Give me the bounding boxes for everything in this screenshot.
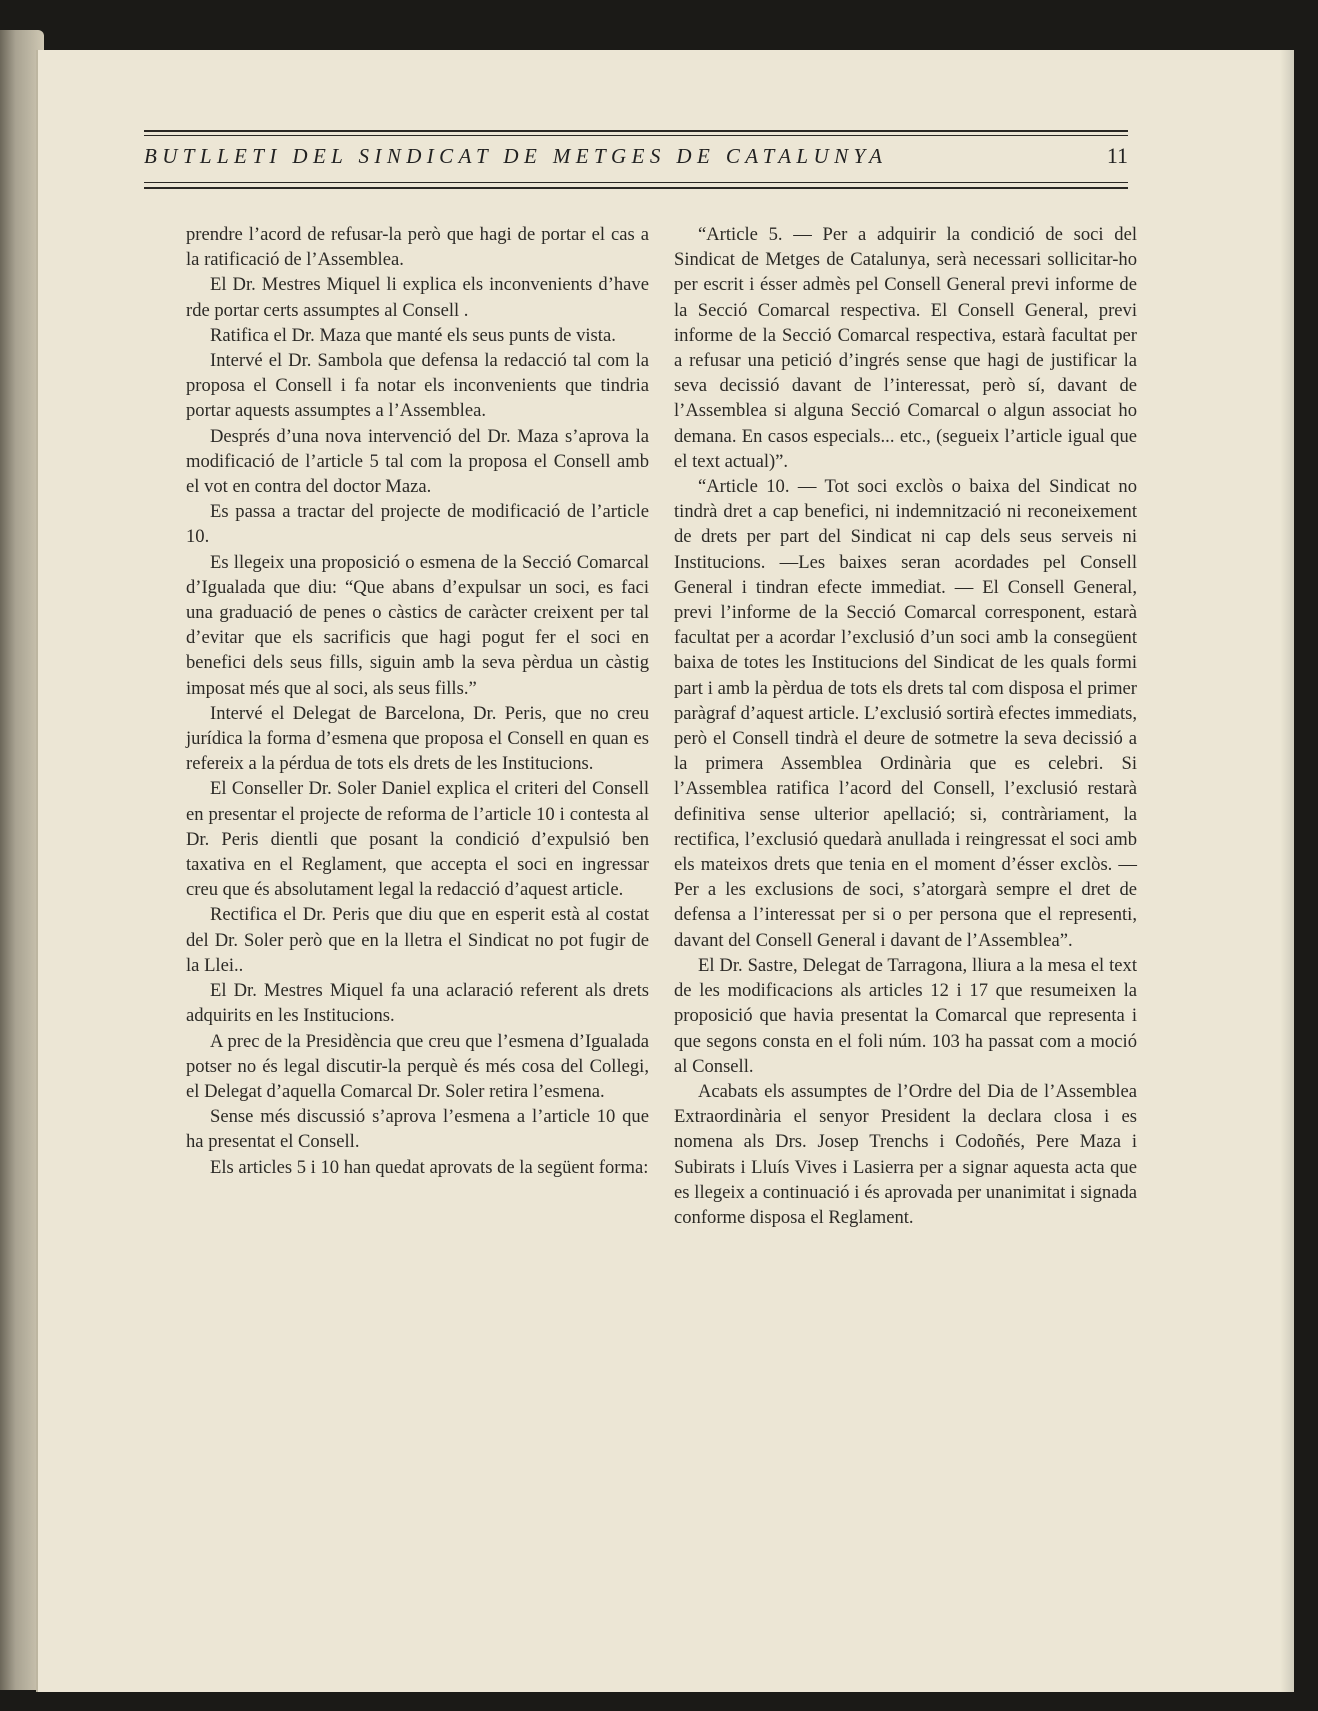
running-header: [144, 80, 1128, 190]
paragraph: Es llegeix una proposició o esmena de la Secció Comarcal d’Igualada que diu: “Que abans d’expulsar un soci, es faci una graduació de penes o càstics de caràcter creixent per tal d’evitar que els sacrificis que hagi pogut fer el soci en benefici dels seus fills, siguin amb la seva pèrdua un càstig imposat més que al soci, als seus fills.”: [186, 551, 649, 699]
header-rule-top: [144, 130, 1128, 132]
right-text-column: [674, 222, 1137, 1230]
header-rule-bottom: [144, 187, 1128, 189]
paragraph: Intervé el Delegat de Barcelona, Dr. Peris, que no creu jurídica la forma d’esmena que proposa el Consell en quan es refereix a la pérdua de tots els drets de les Institucions.: [186, 702, 649, 775]
paragraph: A prec de la Presidència que creu que l’esmena d’Igualada potser no és legal discutir-la perquè és més cosa del Collegi, el Delegat d’aquella Comarcal Dr. Soler retira l’esmena.: [186, 1030, 649, 1102]
paragraph: Acabats els assumptes de l’Ordre del Dia de l’Assemblea Extraordinària el senyor President la declara closa i es nomena als Drs. Josep Trenchs i Codoñés, Pere Maza i Subirats i Lluís Vives i Lasierra per a signar aquesta acta que es llegeix a continuació i és aprovada per unanimitat i signada conforme disposa el Reglament.: [674, 1080, 1137, 1228]
paragraph: Intervé el Dr. Sambola que defensa la redacció tal com la proposa el Consell i fa notar els inconvenients que tindria portar aquests assumptes a l’Assemblea.: [186, 350, 649, 422]
paragraph: Es passa a tractar del projecte de modificació de l’article 10.: [186, 501, 649, 548]
paragraph: Rectifica el Dr. Peris que diu que en esperit està al costat del Dr. Soler però que en la lletra el Sindicat no pot fugir de la Llei..: [186, 904, 649, 976]
paragraph: Després d’una nova intervenció del Dr. Maza s’aprova la modificació de l’article 5 tal com la proposa el Consell amb el vot en contra del doctor Maza.: [186, 425, 649, 498]
paragraph: El Dr. Mestres Miquel li explica els inconvenients d’have rde portar certs assumptes al Consell .: [186, 274, 649, 321]
paragraph: Els articles 5 i 10 han quedat aprovats de la següent forma:: [210, 1156, 649, 1178]
paragraph: “Article 10. — Tot soci exclòs o baixa del Sindicat no tindrà dret a cap benefici, ni indemnització ni reconeixement de drets per part del Sindicat ni cap dels seus serveis ni Institucions. —Les baixes seran acordades pel Consell General i tindran efecte immediat. — El Consell General, previ l’informe de la Secció Comarcal corresponent, estarà facultat per a acordar l’exclusió d’un soci amb la consegüent baixa de totes les Institucions del Sindicat de les quals formi part i amb la pèrdua de tots els drets tal com disposa el primer paràgraf d’aquest article. L’exclusió sortirà efectes immediats, però el Consell tindrà el deure de sotmetre la seva decissió a la primera Assemblea Ordinària que es celebri. Si l’Assemblea ratifica l’acord del Consell, l’exclusió restarà definitiva sense ulterior apellació; si, contràriament, la rectifica, l’exclusió quedarà anullada i reingressat el soci amb els mateixos drets que tenia en el moment d’ésser exclòs. — Per a les exclusions de soci, s’atorgarà sempre el dret de defensa a l’interessat per si o per persona que el representi, davant del Consell General i davant de l’Assemblea”.: [674, 476, 1137, 951]
paragraph: El Dr. Mestres Miquel fa una aclaració referent als drets adquirits en les Institucions.: [186, 980, 649, 1027]
header-rule-top-thin: [144, 135, 1128, 136]
page-number: 11: [1106, 143, 1128, 168]
paragraph: Ratifica el Dr. Maza que manté els seus punts de vista.: [210, 324, 616, 346]
header-rule-bottom-thin: [144, 182, 1128, 183]
journal-title: BUTLLETI DEL SINDICAT DE METGES DE CATALUNYA: [144, 144, 888, 168]
paragraph: “Article 5. — Per a adquirir la condició de soci del Sindicat de Metges de Catalunya, serà necessari sollicitar-ho per escrit i ésser admès pel Consell General previ informe de la Secció Comarcal respectiva. El Consell General, previ informe de la Secció Comarcal respectiva, estarà facultat per a refusar una petició d’ingrés sense que hagi de justificar la seva decissió davant de l’interessat, però sí, davant de l’Assemblea si alguna Secció Comarcal o algun associat ho demana. En casos especials... etc., (segueix l’article igual que el text actual)”.: [674, 224, 1137, 472]
paragraph: Sense més discussió s’aprova l’esmena a l’article 10 que ha presentat el Consell.: [186, 1106, 649, 1153]
page-edge-shadow: [1280, 50, 1294, 1692]
paragraph: El Dr. Sastre, Delegat de Tarragona, lliura a la mesa el text de les modificacions als articles 12 i 17 que resumeixen la proposició que havia presentat la Comarcal que representa i que segons consta en el foli núm. 103 ha passat com a moció al Consell.: [674, 954, 1137, 1077]
paragraph: prendre l’acord de refusar-la però que hagi de portar el cas a la ratificació de l’Assemblea.: [186, 224, 649, 271]
left-text-column: [186, 222, 649, 1180]
paragraph: El Conseller Dr. Soler Daniel explica el criteri del Consell en presentar el projecte de reforma de l’article 10 i contesta al Dr. Peris dientli que posant la condició d’expulsió ben taxativa en el Reglament, que accepta el soci en ingressar creu que és absolutament legal la redacció d’aquest article.: [186, 778, 649, 901]
